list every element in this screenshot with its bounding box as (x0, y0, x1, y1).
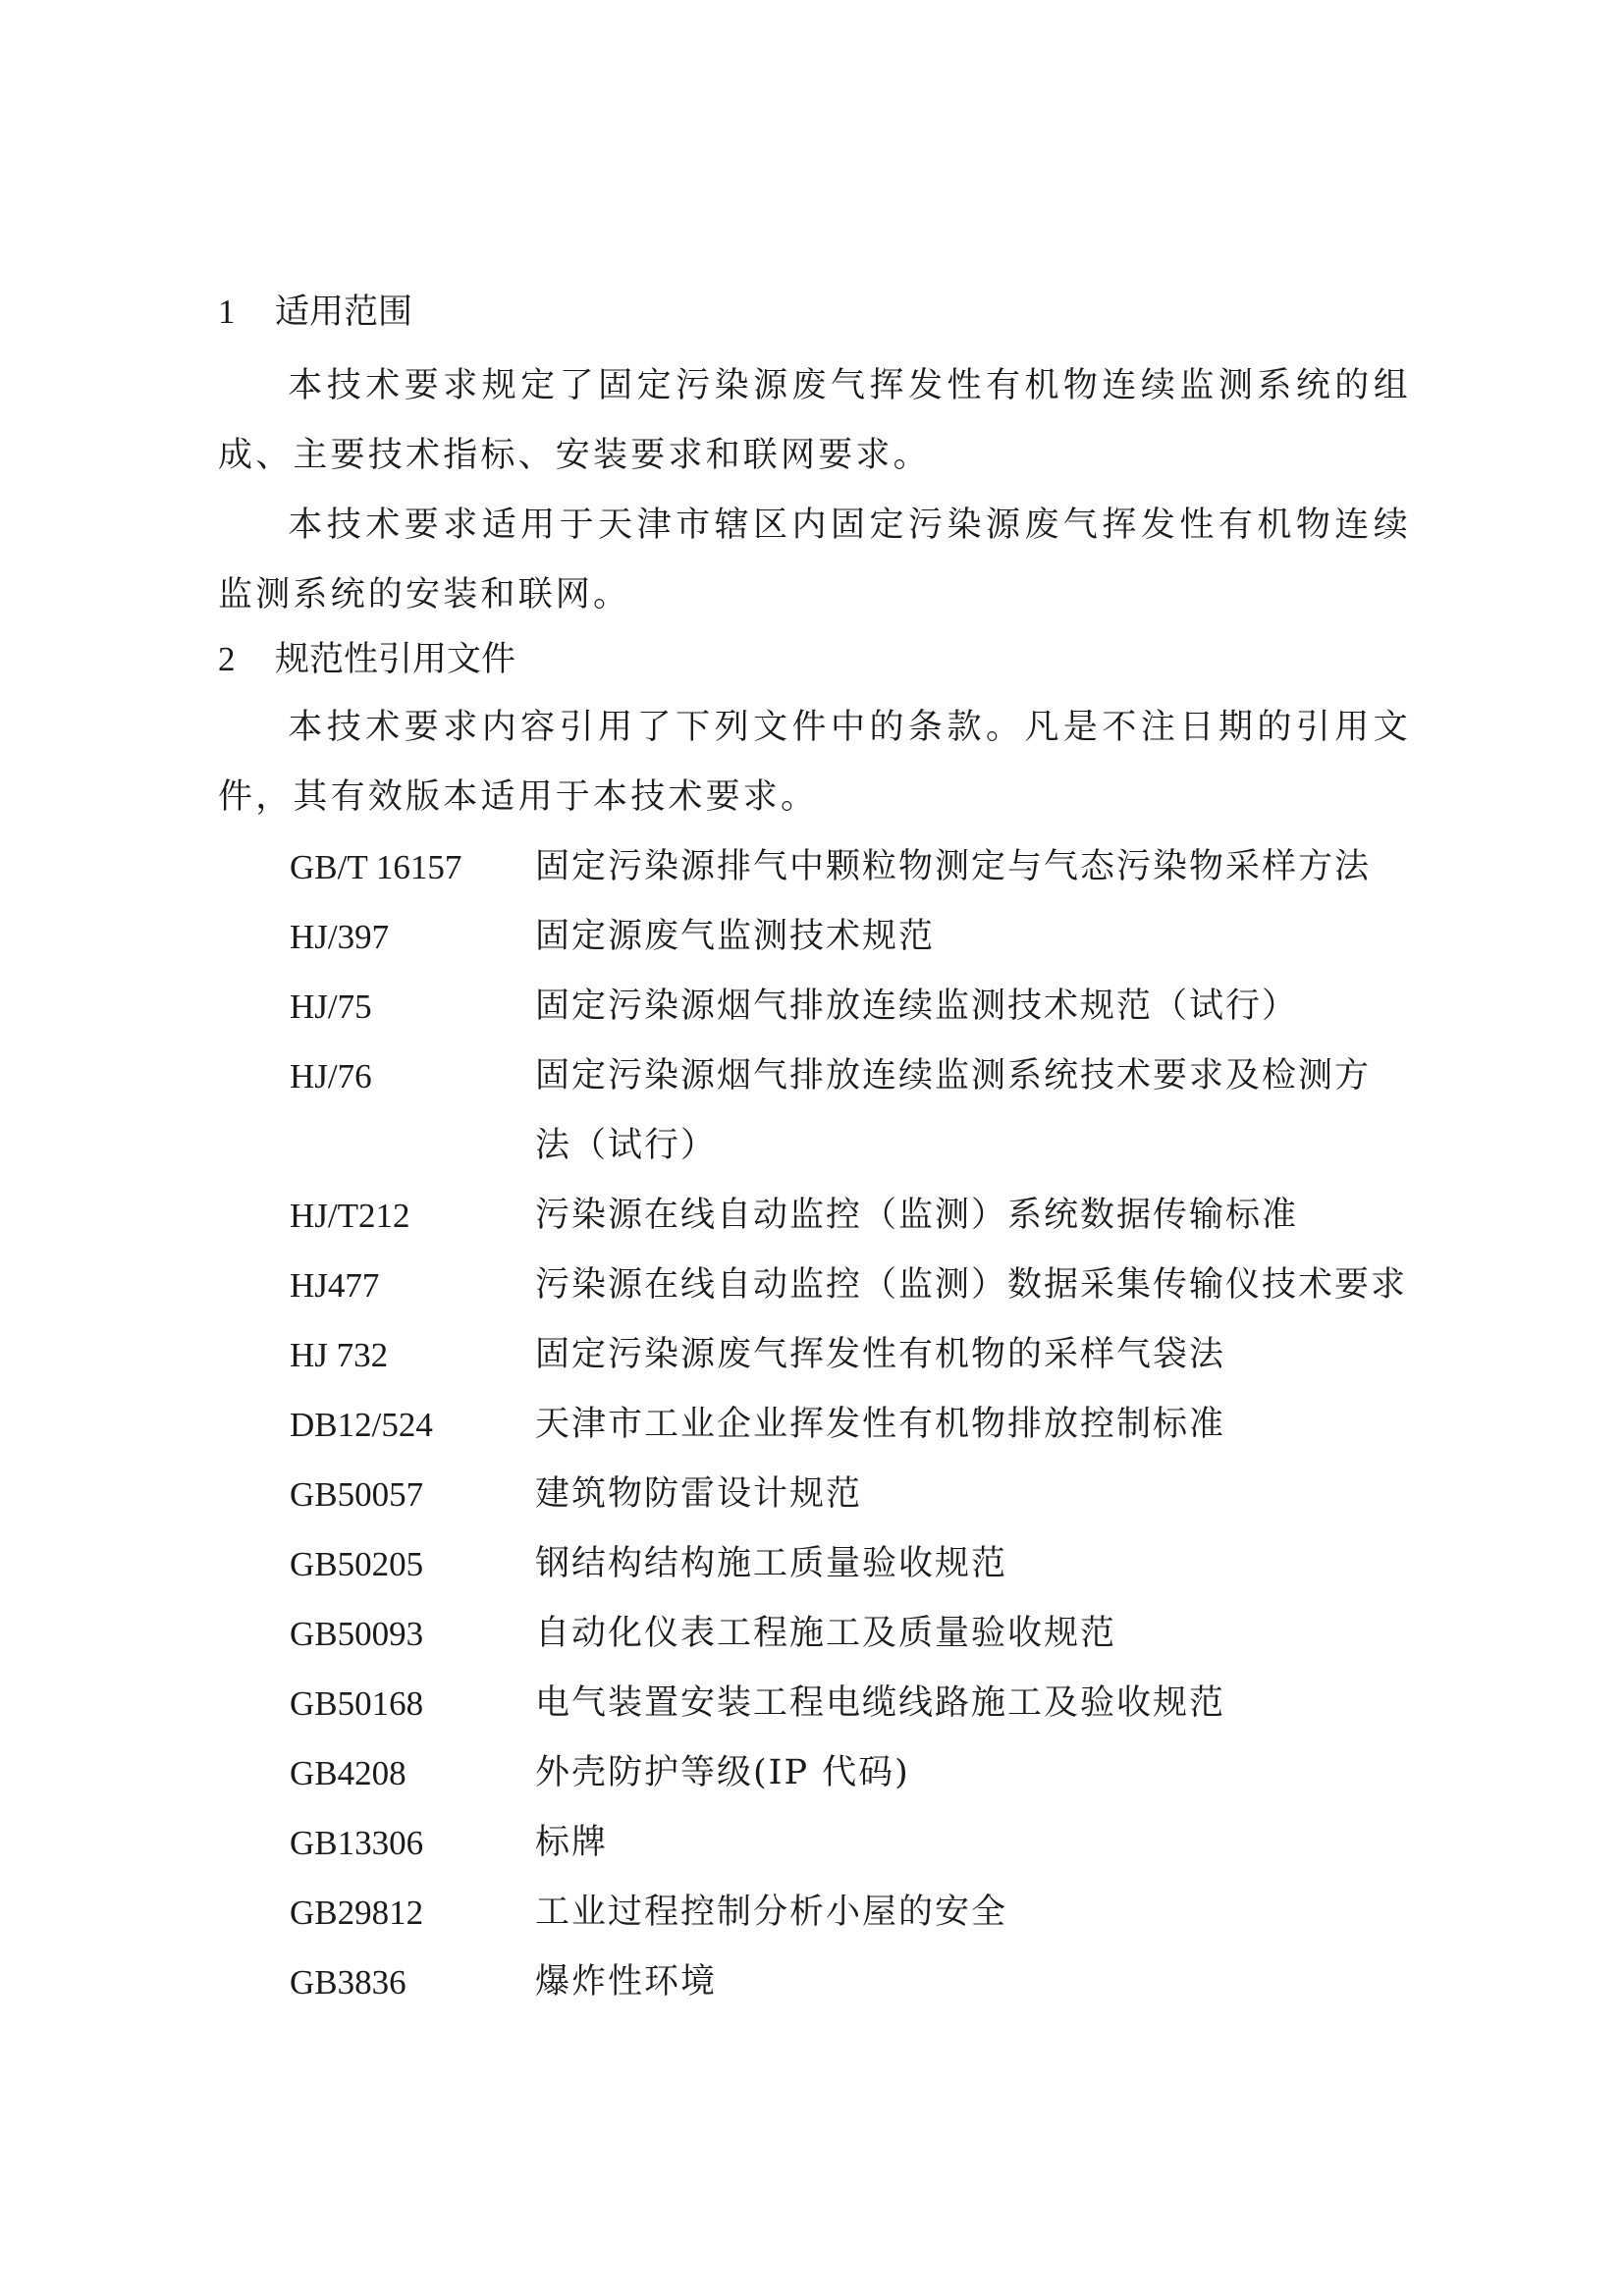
section-2-heading (218, 638, 515, 681)
reference-code: DB12/524 (290, 1406, 433, 1444)
reference-code: GB/T 16157 (290, 848, 462, 886)
section-2-title: 规范性引用文件 (275, 640, 516, 679)
reference-item (290, 1460, 1448, 1529)
reference-item (290, 1599, 1448, 1669)
reference-title: 建筑物防雷设计规范 (535, 1474, 863, 1514)
reference-title: 污染源在线自动监控（监测）数据采集传输仪技术要求 (535, 1265, 1408, 1305)
reference-code: HJ/76 (290, 1057, 372, 1095)
reference-code: GB4208 (290, 1754, 406, 1792)
reference-title: 固定污染源烟气排放连续监测系统技术要求及检测方法（试行） (535, 1056, 1372, 1165)
reference-item (290, 1041, 1448, 1181)
reference-code: GB50057 (290, 1475, 424, 1514)
reference-code: HJ/T212 (290, 1197, 410, 1235)
reference-item (290, 1320, 1448, 1390)
reference-title: 天津市工业企业挥发性有机物排放控制标准 (535, 1405, 1226, 1444)
reference-list (290, 832, 1448, 2017)
reference-item (290, 972, 1448, 1041)
reference-title: 爆炸性环境 (535, 1962, 718, 2002)
reference-code: GB3836 (290, 1963, 406, 2002)
reference-title: 污染源在线自动监控（监测）系统数据传输标准 (535, 1196, 1299, 1235)
reference-item (290, 1669, 1448, 1738)
section-1-heading (218, 291, 412, 334)
reference-item (290, 1181, 1448, 1251)
reference-item (290, 1738, 1448, 1808)
reference-item (290, 1529, 1448, 1599)
reference-code: HJ/397 (290, 918, 390, 956)
reference-item (290, 1878, 1448, 1948)
section-1-title: 适用范围 (275, 293, 413, 332)
reference-code: GB50205 (290, 1545, 424, 1583)
reference-code: HJ/75 (290, 988, 372, 1026)
section-2-number: 2 (218, 640, 236, 678)
reference-item (290, 832, 1448, 902)
reference-code: HJ 732 (290, 1336, 389, 1374)
reference-title: 外壳防护等级(IP 代码) (535, 1753, 910, 1792)
reference-code: GB50093 (290, 1615, 424, 1653)
reference-title: 工业过程控制分析小屋的安全 (535, 1893, 1008, 1932)
reference-code: HJ477 (290, 1266, 380, 1305)
reference-title: 电气装置安装工程电缆线路施工及验收规范 (535, 1683, 1226, 1723)
reference-title: 固定污染源废气挥发性有机物的采样气袋法 (535, 1335, 1226, 1374)
section-1-paragraph-1: 本技术要求规定了固定污染源废气挥发性有机物连续监测系统的组成、主要技术指标、安装要求和联网要求。 (218, 366, 1411, 475)
reference-item (290, 902, 1448, 972)
reference-title: 标牌 (535, 1823, 609, 1862)
reference-item (290, 1390, 1448, 1460)
reference-title: 固定源废气监测技术规范 (535, 917, 936, 956)
reference-code: GB13306 (290, 1824, 424, 1862)
reference-code: GB50168 (290, 1684, 424, 1723)
reference-title: 固定污染源排气中颗粒物测定与气态污染物采样方法 (535, 847, 1372, 886)
reference-title: 固定污染源烟气排放连续监测技术规范（试行） (535, 987, 1299, 1026)
section-1-paragraph-2: 本技术要求适用于天津市辖区内固定污染源废气挥发性有机物连续监测系统的安装和联网。 (218, 506, 1411, 614)
reference-item (290, 1948, 1448, 2017)
section-1-number: 1 (218, 293, 236, 331)
reference-title: 自动化仪表工程施工及质量验收规范 (535, 1614, 1117, 1653)
reference-item (290, 1808, 1448, 1878)
reference-title: 钢结构结构施工质量验收规范 (535, 1544, 1008, 1583)
reference-item (290, 1251, 1448, 1320)
reference-code: GB29812 (290, 1894, 424, 1932)
section-2-intro: 本技术要求内容引用了下列文件中的条款。凡是不注日期的引用文件，其有效版本适用于本技术要求。 (218, 708, 1411, 817)
